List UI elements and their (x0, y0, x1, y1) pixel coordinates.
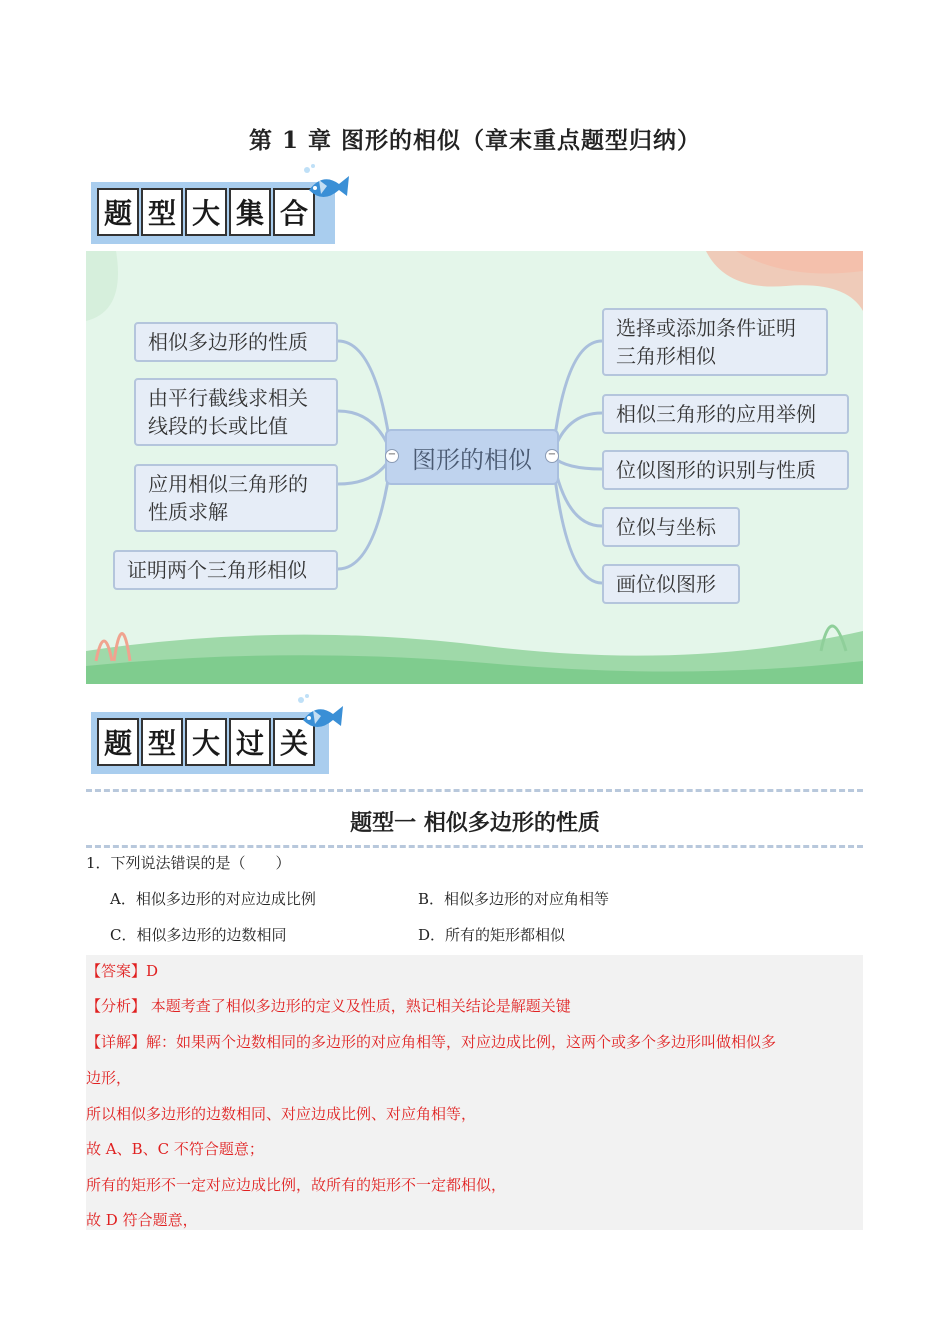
mindmap-node-right-5 (602, 564, 740, 604)
option-b: B．相似多边形的对应角相等 (418, 890, 610, 908)
banner-char: 型 (141, 718, 183, 766)
mindmap-node-left-2 (134, 378, 338, 446)
section-title: 题型一 相似多边形的性质 (350, 810, 600, 836)
banner-char: 关 (273, 718, 315, 766)
option-c: C．相似多边形的边数相同 (110, 926, 287, 944)
page-title: 第 1 章 图形的相似（章末重点题型归纳） (248, 127, 702, 154)
fish-icon (299, 164, 351, 208)
node-line: 由平行截线求相关 (148, 386, 308, 410)
node-line: 线段的长或比值 (148, 414, 288, 438)
answer-line: 【答案】D (86, 962, 159, 980)
detail-line: 所有的矩形不一定对应边成比例，故所有的矩形不一定都相似， (86, 1176, 507, 1194)
node-line: 性质求解 (148, 500, 228, 524)
banner-char: 大 (185, 718, 227, 766)
question-stem: 1．下列说法错误的是（ ） (86, 854, 291, 872)
mindmap-node-right-4 (602, 507, 740, 547)
option-d: D．所有的矩形都相似 (418, 926, 566, 944)
mindmap-node-left-4 (113, 550, 338, 590)
node-line: 应用相似三角形的 (148, 472, 308, 496)
option-a: A．相似多边形的对应边成比例 (110, 890, 316, 908)
divider (86, 845, 863, 848)
banner-topic-collection (91, 182, 335, 244)
banner-char: 题 (97, 718, 139, 766)
banner-char: 题 (97, 188, 139, 236)
node-line: 画位似图形 (616, 572, 716, 596)
mindmap-node-right-2 (602, 394, 849, 434)
mindmap (86, 251, 863, 684)
banner-topic-practice (91, 712, 329, 774)
divider (86, 789, 863, 792)
detail-line: 【详解】解：如果两个边数相同的多边形的对应角相等，对应边成比例，这两个或多个多边形叫做相似多 (86, 1033, 777, 1051)
mindmap-node-left-1 (134, 322, 338, 362)
detail-line: 所以相似多边形的边数相同、对应边成比例、对应角相等， (86, 1105, 477, 1123)
banner-char: 型 (141, 188, 183, 236)
banner-char: 大 (185, 188, 227, 236)
mindmap-center-node (385, 429, 559, 485)
node-line: 证明两个三角形相似 (127, 558, 307, 582)
banner-char: 集 (229, 188, 271, 236)
collapse-left-icon: − (385, 449, 399, 463)
mindmap-node-right-3 (602, 450, 849, 490)
center-label: 图形的相似 (412, 445, 532, 474)
detail-line: 边形， (86, 1069, 132, 1087)
fish-icon (293, 694, 345, 738)
node-line: 选择或添加条件证明 (616, 316, 796, 340)
collapse-right-icon: − (545, 449, 559, 463)
detail-line: 故 D 符合题意， (86, 1211, 198, 1229)
mindmap-node-left-3 (134, 464, 338, 532)
node-line: 三角形相似 (616, 344, 716, 368)
node-line: 相似三角形的应用举例 (616, 402, 816, 426)
banner-char: 合 (273, 188, 315, 236)
node-line: 相似多边形的性质 (148, 330, 308, 354)
node-line: 位似与坐标 (616, 515, 716, 539)
analysis-line: 【分析】 本题考查了相似多边形的定义及性质，熟记相关结论是解题关键 (86, 997, 571, 1015)
node-line: 位似图形的识别与性质 (616, 458, 816, 482)
banner-char: 过 (229, 718, 271, 766)
detail-line: 故 A、B、C 不符合题意； (86, 1140, 264, 1158)
mindmap-node-right-1 (602, 308, 828, 376)
